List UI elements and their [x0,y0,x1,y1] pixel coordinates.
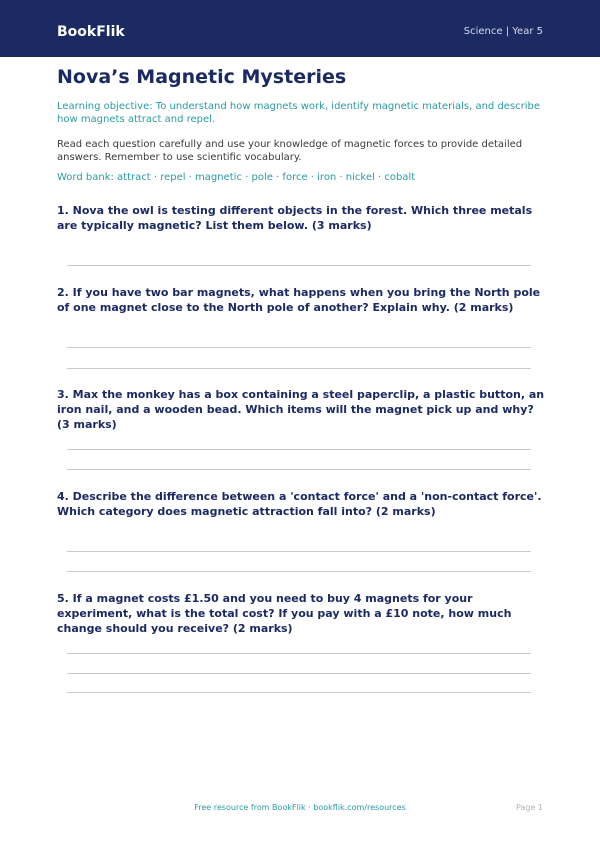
question-4: 4. Describe the difference between a 'contact force' and a 'non-contact force'. Which category does magnetic attraction fall into? (2 marks) [57,490,542,518]
answer-line[interactable] [67,469,531,470]
answer-line[interactable] [67,692,531,693]
page-header [0,0,600,57]
learning-objective: Learning objective: To understand how magnets work, identify magnetic materials, and describe how magnets attract and repel. [57,101,541,125]
instructions-text: Read each question carefully and use your knowledge of magnetic forces to provide detailed answers. Remember to use scientific vocabulary. [57,139,523,163]
question-5: 5. If a magnet costs £1.50 and you need to buy 4 magnets for your experiment, what is the total cost? If you pay with a £10 note, how much change should you receive? (2 marks) [57,592,512,635]
answer-line[interactable] [67,368,531,369]
subject-year-label: Science | Year 5 [463,26,543,37]
footer-credit: Free resource from BookFlik · bookflik.com/resources [194,803,406,812]
question-2: 2. If you have two bar magnets, what happens when you bring the North pole of one magnet close to the North pole of another? Explain why. (2 marks) [57,286,541,314]
answer-line[interactable] [67,551,531,552]
question-3: 3. Max the monkey has a box containing a steel paperclip, a plastic button, an iron nail, and a wooden bead. Which items will the magnet pick up and why? (3 marks) [57,388,545,431]
answer-line[interactable] [67,449,531,450]
question-1: 1. Nova the owl is testing different objects in the forest. Which three metals are typically magnetic? List them below. (3 marks) [57,204,533,232]
brand-logo-text: BookFlik [57,24,125,40]
answer-line[interactable] [67,347,531,348]
answer-line[interactable] [67,265,531,266]
page-number: Page 1 [516,803,543,812]
word-bank: Word bank: attract · repel · magnetic · pole · force · iron · nickel · cobalt [57,172,416,183]
worksheet-title: Nova’s Magnetic Mysteries [57,66,347,88]
answer-line[interactable] [67,673,531,674]
answer-line[interactable] [67,653,531,654]
answer-line[interactable] [67,571,531,572]
